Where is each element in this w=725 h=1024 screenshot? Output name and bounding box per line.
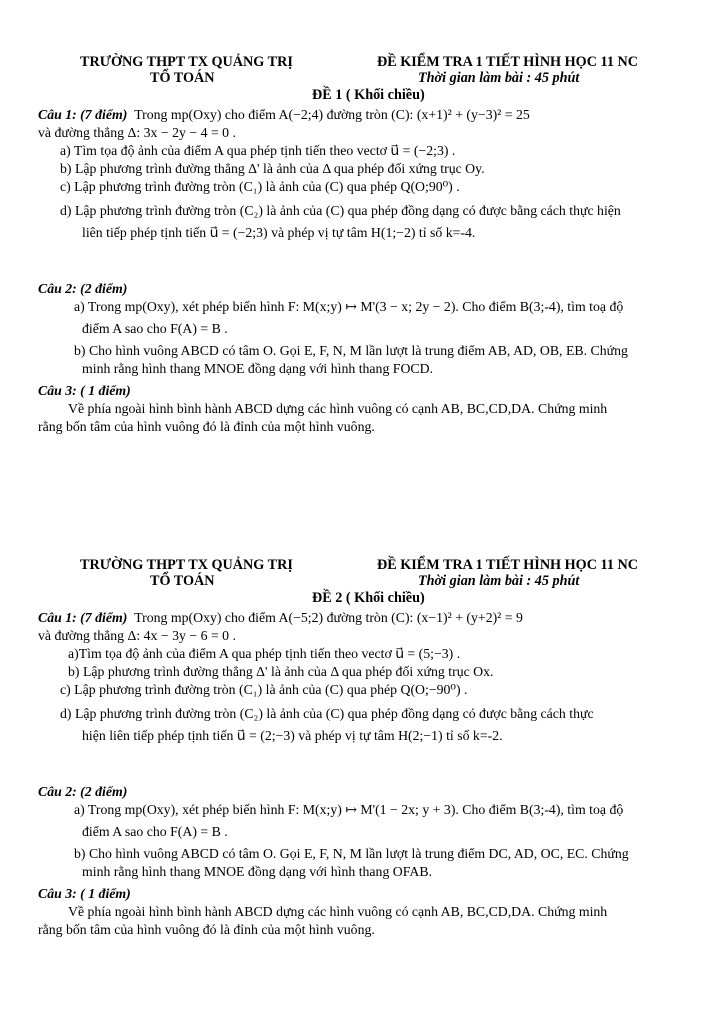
question-3-text: Về phía ngoài hình bình hành ABCD dựng các hình vuông có cạnh AB, BC,CD,DA. Chứng minh bbox=[68, 904, 608, 919]
school-name: TRƯỜNG THPT TX QUẢNG TRỊ bbox=[80, 557, 293, 573]
department: TỔ TOÁN bbox=[150, 573, 215, 589]
question-3 bbox=[38, 885, 705, 939]
question-1-part-c: c) Lập phương trình đường tròn (C₁) là ảnh của (C) qua phép Q(O;90⁰) . bbox=[60, 179, 460, 194]
question-1-part-b: b) Lập phương trình đường thẳng Δ' là ảnh của Δ qua phép đối xứng trục Oy. bbox=[60, 161, 485, 176]
question-1-part-d: d) Lập phương trình đường tròn (C₂) là ảnh của (C) qua phép đồng dạng có được bằng cách thực hiện bbox=[60, 203, 621, 218]
question-1-text: Trong mp(Oxy) cho điểm A(−2;4) đường tròn (C): (x+1)² + (y−3)² = 25 bbox=[134, 107, 530, 122]
exam-header bbox=[0, 54, 725, 104]
question-2-part-b-cont: minh rằng hình thang MNOE đồng dạng với hình thang OFAB. bbox=[82, 864, 433, 879]
question-3 bbox=[38, 382, 705, 436]
question-3-heading: Câu 3: ( 1 điểm) bbox=[38, 886, 131, 901]
question-1-text-cont: và đường thẳng Δ: 4x − 3y − 6 = 0 . bbox=[38, 628, 236, 643]
time-limit: Thời gian làm bài : 45 phút bbox=[418, 573, 580, 589]
exam-1 bbox=[0, 54, 725, 434]
question-3-text-cont: rằng bốn tâm của hình vuông đó là đỉnh của một hình vuông. bbox=[38, 922, 375, 937]
exam-header bbox=[0, 557, 725, 607]
question-2-part-a-cont: điểm A sao cho F(A) = B . bbox=[82, 321, 228, 336]
question-3-text: Về phía ngoài hình bình hành ABCD dựng các hình vuông có cạnh AB, BC,CD,DA. Chứng minh bbox=[68, 401, 608, 416]
question-1-heading: Câu 1: (7 điểm) bbox=[38, 107, 128, 122]
question-2-part-b: b) Cho hình vuông ABCD có tâm O. Gọi E, F, N, M lần lượt là trung điểm AB, AD, OB, EB. Chứng bbox=[74, 343, 628, 358]
question-1-part-c: c) Lập phương trình đường tròn (C₁) là ảnh của (C) qua phép Q(O;−90⁰) . bbox=[60, 682, 468, 697]
question-1-part-d-cont: hiện liên tiếp phép tịnh tiến u⃗ = (2;−3) và phép vị tự tâm H(2;−1) tỉ số k=-2. bbox=[82, 728, 503, 743]
school-name: TRƯỜNG THPT TX QUẢNG TRỊ bbox=[80, 54, 293, 70]
exam-title: ĐỀ KIỂM TRA 1 TIẾT HÌNH HỌC 11 NC bbox=[377, 54, 638, 70]
question-1-text: Trong mp(Oxy) cho điểm A(−5;2) đường tròn (C): (x−1)² + (y+2)² = 9 bbox=[134, 610, 523, 625]
question-1-part-d: d) Lập phương trình đường tròn (C₂) là ảnh của (C) qua phép đồng dạng có được bằng cách thực bbox=[60, 706, 594, 721]
question-2-part-b: b) Cho hình vuông ABCD có tâm O. Gọi E, F, N, M lần lượt là trung điểm DC, AD, OC, EC. Chứng bbox=[74, 846, 629, 861]
question-1-part-a: a) Tìm tọa độ ảnh của điểm A qua phép tịnh tiến theo vectơ u⃗ = (−2;3) . bbox=[60, 143, 456, 158]
question-2-part-b-cont: minh rằng hình thang MNOE đồng dạng với hình thang FOCD. bbox=[82, 361, 434, 376]
question-1-part-d-cont: liên tiếp phép tịnh tiến u⃗ = (−2;3) và phép vị tự tâm H(1;−2) tỉ số k=-4. bbox=[82, 225, 476, 240]
question-1-heading: Câu 1: (7 điểm) bbox=[38, 610, 128, 625]
question-1-part-a: a)Tìm tọa độ ảnh của điểm A qua phép tịnh tiến theo vectơ u⃗ = (5;−3) . bbox=[68, 646, 461, 661]
department: TỔ TOÁN bbox=[150, 70, 215, 86]
question-2-heading: Câu 2: (2 điểm) bbox=[38, 784, 128, 799]
time-limit: Thời gian làm bài : 45 phút bbox=[418, 70, 580, 86]
exam-code: ĐỀ 1 ( Khối chiều) bbox=[312, 87, 425, 103]
question-2-heading: Câu 2: (2 điểm) bbox=[38, 281, 128, 296]
exam-title: ĐỀ KIỂM TRA 1 TIẾT HÌNH HỌC 11 NC bbox=[377, 557, 638, 573]
question-2-part-a: a) Trong mp(Oxy), xét phép biến hình F: M(x;y) ↦ M'(3 − x; 2y − 2). Cho điểm B(3;-4), tìm toạ độ bbox=[74, 299, 624, 314]
question-3-text-cont: rằng bốn tâm của hình vuông đó là đỉnh của một hình vuông. bbox=[38, 419, 375, 434]
question-2 bbox=[38, 783, 705, 881]
exam-2 bbox=[0, 557, 725, 937]
question-1-part-b: b) Lập phương trình đường thẳng Δ' là ảnh của Δ qua phép đối xứng trục Ox. bbox=[68, 664, 494, 679]
exam-code: ĐỀ 2 ( Khối chiều) bbox=[312, 590, 425, 606]
question-3-heading: Câu 3: ( 1 điểm) bbox=[38, 383, 131, 398]
question-1-text-cont: và đường thẳng Δ: 3x − 2y − 4 = 0 . bbox=[38, 125, 236, 140]
question-1 bbox=[38, 106, 705, 242]
question-2-part-a-cont: điểm A sao cho F(A) = B . bbox=[82, 824, 228, 839]
question-2-part-a: a) Trong mp(Oxy), xét phép biến hình F: M(x;y) ↦ M'(1 − 2x; y + 3). Cho điểm B(3;-4), tìm toạ độ bbox=[74, 802, 624, 817]
question-2 bbox=[38, 280, 705, 378]
question-1 bbox=[38, 609, 705, 745]
